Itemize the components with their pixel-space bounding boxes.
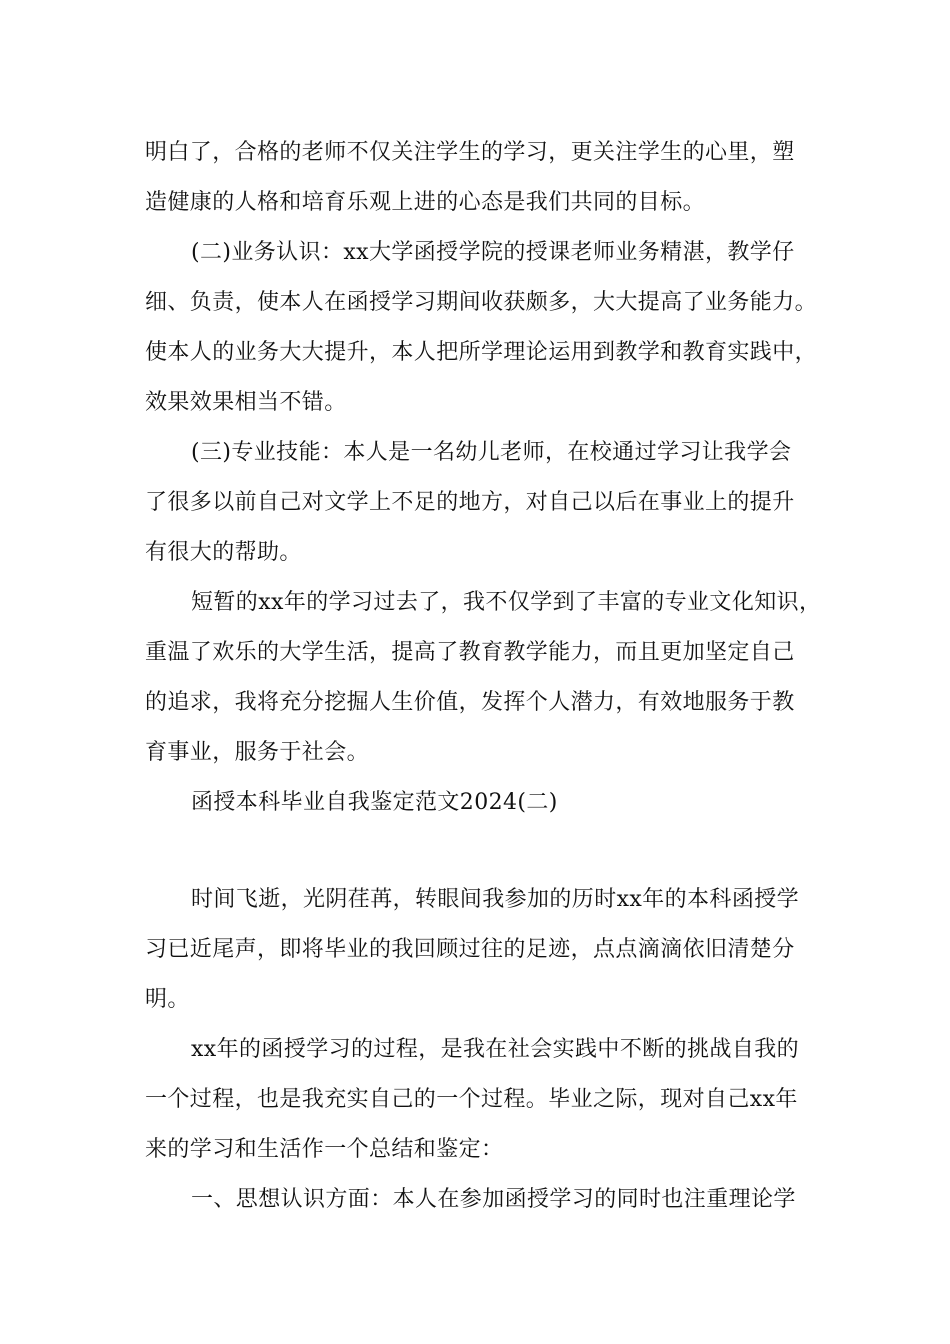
- text-line: 习已近尾声，即将毕业的我回顾过往的足迹，点点滴滴依旧清楚分: [145, 937, 795, 962]
- text-line: 使本人的业务大大提升，本人把所学理论运用到教学和教育实践中，: [145, 340, 818, 365]
- text-line: 短暂的xx年的学习过去了，我不仅学到了丰富的专业文化知识，: [191, 590, 822, 615]
- text-line: 有很大的帮助。: [145, 540, 302, 565]
- text-line: 了很多以前自己对文学上不足的地方，对自己以后在事业上的提升: [145, 490, 795, 515]
- text-line: xx年的函授学习的过程，是我在社会实践中不断的挑战自我的: [191, 1037, 800, 1062]
- text-line: 细、负责，使本人在函授学习期间收获颇多，大大提高了业务能力。: [145, 290, 818, 315]
- text-line: 一、思想认识方面：本人在参加函授学习的同时也注重理论学: [191, 1187, 796, 1212]
- text-line: 的追求，我将充分挖掘人生价值，发挥个人潜力，有效地服务于教: [145, 690, 795, 715]
- text-line: 时间飞逝，光阴荏苒，转眼间我参加的历时xx年的本科函授学: [191, 887, 800, 912]
- text-block-upper: [145, 128, 822, 828]
- text-line: (三)专业技能：本人是一名幼儿老师，在校通过学习让我学会: [191, 440, 792, 465]
- text-line: (二)业务认识：xx大学函授学院的授课老师业务精湛，教学仔: [191, 240, 795, 265]
- text-line: 育事业，服务于社会。: [145, 740, 370, 765]
- text-line: 明。: [145, 987, 190, 1012]
- text-line: 重温了欢乐的大学生活，提高了教育教学能力，而且更加坚定自己: [145, 640, 795, 665]
- text-line: 造健康的人格和培育乐观上进的心态是我们共同的目标。: [145, 190, 706, 215]
- text-line: 明白了，合格的老师不仅关注学生的学习，更关注学生的心里，塑: [145, 140, 795, 165]
- text-line: 一个过程，也是我充实自己的一个过程。毕业之际，现对自己xx年: [145, 1087, 798, 1112]
- section-heading: 函授本科毕业自我鉴定范文2024(二): [191, 790, 558, 815]
- text-block-lower: [145, 875, 815, 1225]
- text-line: 效果效果相当不错。: [145, 390, 347, 415]
- text-line: 来的学习和生活作一个总结和鉴定：: [145, 1137, 504, 1162]
